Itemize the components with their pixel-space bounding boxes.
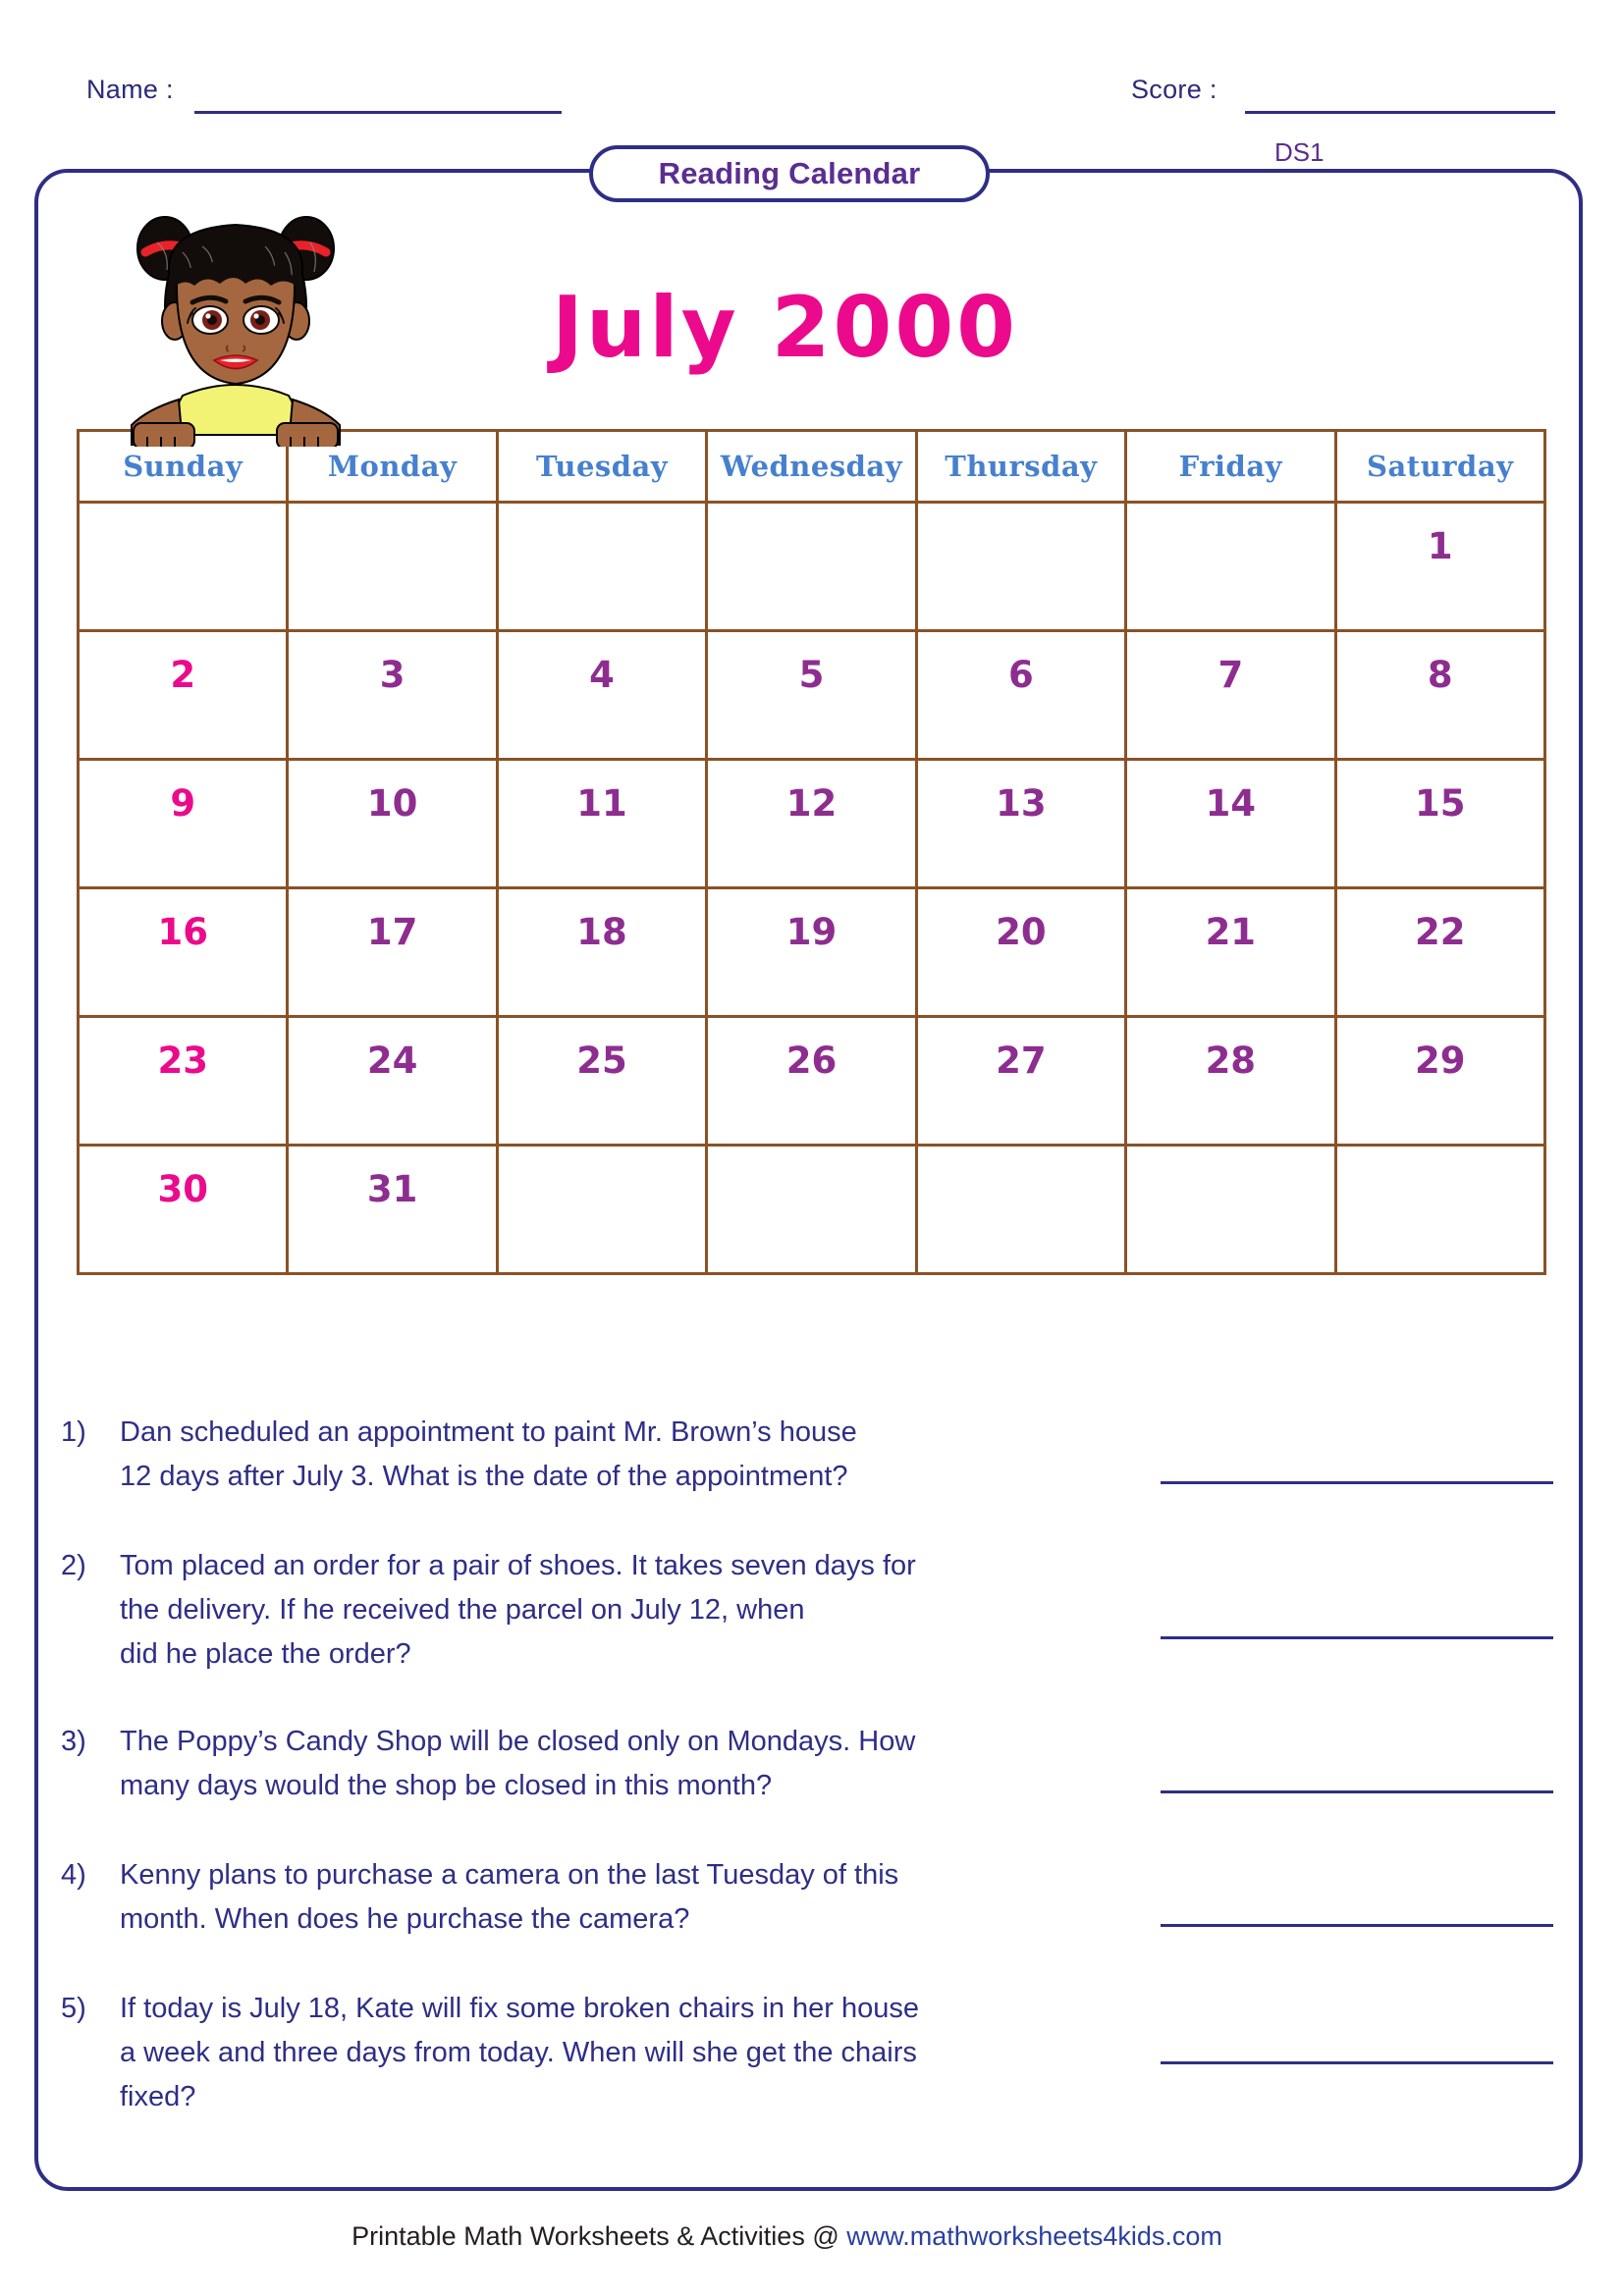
calendar-day-cell[interactable]: 21 [1126,888,1335,1017]
answer-rule[interactable] [1161,1481,1553,1484]
calendar-day-cell[interactable]: 17 [288,888,497,1017]
calendar-day-cell[interactable]: 15 [1335,760,1544,888]
calendar-day-cell[interactable]: 14 [1126,760,1335,888]
calendar-day-cell[interactable]: 7 [1126,631,1335,760]
question-item [61,1544,1553,1677]
calendar-day-cell[interactable] [497,503,706,631]
answer-rule[interactable] [1161,1636,1553,1639]
worksheet-title: Reading Calendar [658,156,921,190]
calendar-day-cell[interactable]: 11 [497,760,706,888]
question-line: the delivery. If he received the parcel on July 12, when [120,1594,805,1626]
calendar-day-cell[interactable] [916,1146,1125,1274]
calendar-week-row [79,760,1545,888]
calendar-day-cell[interactable] [497,1146,706,1274]
question-line: If today is July 18, Kate will fix some broken chairs in her house [120,1993,919,2024]
calendar-day-cell[interactable]: 29 [1335,1017,1544,1146]
question-number: 1) [61,1416,86,1448]
day-header-thursday: Thursday [916,431,1125,503]
calendar-day-cell[interactable]: 23 [79,1017,288,1146]
calendar-day-cell[interactable]: 16 [79,888,288,1017]
day-header-tuesday: Tuesday [497,431,706,503]
name-input-rule[interactable] [194,111,562,114]
calendar-day-cell[interactable] [1335,1146,1544,1274]
calendar-day-cell[interactable]: 4 [497,631,706,760]
calendar-week-row [79,1146,1545,1274]
calendar-day-cell[interactable]: 3 [288,631,497,760]
answer-rule[interactable] [1161,2061,1553,2064]
answer-rule[interactable] [1161,1924,1553,1927]
calendar-day-cell[interactable]: 8 [1335,631,1544,760]
calendar-day-cell[interactable] [916,503,1125,631]
calendar-day-cell[interactable]: 26 [707,1017,916,1146]
calendar-day-cell[interactable]: 9 [79,760,288,888]
calendar-week-row [79,1017,1545,1146]
calendar-table [77,429,1546,1275]
score-label: Score : [1131,75,1217,104]
day-header-wednesday: Wednesday [707,431,916,503]
calendar-day-cell[interactable]: 13 [916,760,1125,888]
footer-url[interactable]: www.mathworksheets4kids.com [846,2221,1222,2251]
question-number: 2) [61,1550,86,1581]
question-item [61,1720,1553,1808]
calendar-day-cell[interactable] [707,503,916,631]
day-header-sunday: Sunday [79,431,288,503]
calendar-day-cell[interactable]: 1 [1335,503,1544,631]
question-line: 12 days after July 3. What is the date of the appointment? [120,1461,848,1492]
calendar-day-cell[interactable]: 19 [707,888,916,1017]
question-number: 5) [61,1993,86,2024]
question-number: 3) [61,1726,86,1757]
question-text [120,1987,1175,2119]
question-line: month. When does he purchase the camera? [120,1903,690,1935]
calendar-day-cell[interactable]: 28 [1126,1017,1335,1146]
calendar-day-cell[interactable] [79,503,288,631]
question-line: The Poppy’s Candy Shop will be closed only on Mondays. How [120,1726,916,1757]
calendar-day-cell[interactable]: 6 [916,631,1125,760]
sheet-code-label: DS1 [1274,137,1325,167]
question-text [120,1411,1175,1499]
score-input-rule[interactable] [1245,111,1555,114]
day-header-saturday: Saturday [1335,431,1544,503]
calendar-day-cell[interactable]: 10 [288,760,497,888]
question-line: a week and three days from today. When will she get the chairs [120,2037,917,2068]
question-line: Dan scheduled an appointment to paint Mr. Brown’s house [120,1416,857,1448]
question-line: Tom placed an order for a pair of shoes. It takes seven days for [120,1550,916,1581]
answer-rule[interactable] [1161,1790,1553,1793]
question-item [61,1987,1553,2119]
worksheet-title-badge [589,145,990,202]
calendar-week-row [79,503,1545,631]
question-number: 4) [61,1859,86,1891]
calendar-day-cell[interactable]: 2 [79,631,288,760]
calendar-day-cell[interactable]: 30 [79,1146,288,1274]
calendar-week-row [79,631,1545,760]
question-item [61,1411,1553,1499]
question-line: did he place the order? [120,1638,411,1670]
calendar-week-row [79,888,1545,1017]
calendar-day-cell[interactable]: 5 [707,631,916,760]
question-text [120,1544,1175,1677]
girl-illustration [118,191,353,447]
calendar-day-cell[interactable]: 31 [288,1146,497,1274]
questions-list [61,1411,1553,2119]
calendar-day-cell[interactable] [288,503,497,631]
calendar-day-cell[interactable]: 25 [497,1017,706,1146]
footer [0,2221,1598,2252]
calendar-day-cell[interactable]: 18 [497,888,706,1017]
calendar-day-cell[interactable] [1126,503,1335,631]
footer-text: Printable Math Worksheets & Activities @ [352,2221,847,2251]
month-year-title: July 2000 [551,279,1019,377]
question-item [61,1853,1553,1942]
name-label: Name : [86,75,174,104]
calendar-day-cell[interactable] [1126,1146,1335,1274]
day-header-friday: Friday [1126,431,1335,503]
day-header-monday: Monday [288,431,497,503]
question-line: Kenny plans to purchase a camera on the last Tuesday of this [120,1859,899,1891]
calendar-day-cell[interactable]: 22 [1335,888,1544,1017]
question-text [120,1853,1175,1942]
calendar-day-cell[interactable]: 27 [916,1017,1125,1146]
question-line: fixed? [120,2081,196,2112]
question-line: many days would the shop be closed in this month? [120,1770,773,1801]
calendar-day-cell[interactable] [707,1146,916,1274]
question-text [120,1720,1175,1808]
calendar-day-cell[interactable]: 24 [288,1017,497,1146]
calendar-day-cell[interactable]: 12 [707,760,916,888]
calendar-day-cell[interactable]: 20 [916,888,1125,1017]
